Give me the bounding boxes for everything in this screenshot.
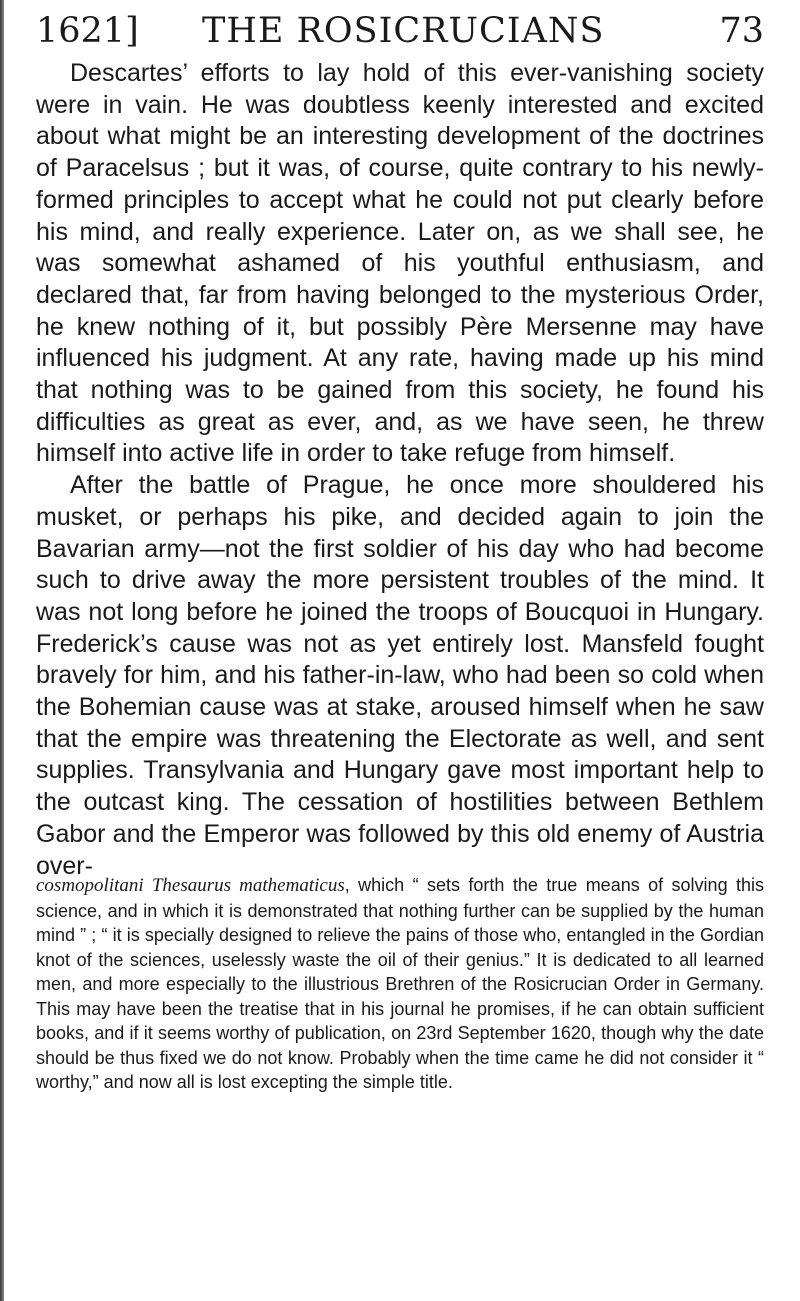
footnote-text: , which “ sets forth the true means of solving this science, and in which it is demonstrated that nothing further can be supplied by the human mind ” ; “ it is specially designed to relieve the pains of those who, entangled in the Gordian knot of the sciences, uselessly waste the oil of their genius.” It is dedicated to all learned men, and more especially to the illustrious Brethren of the Rosicrucian Order in Germany. This may have been the treatise that in his journal he promises, if he can obtain sufficient books, and if it seems worthy of publication, on 23rd September 1620, though why the date should be thus fixed we do not know. Probably when the time came he did not consider it “ worthy,” and now all is lost excepting the simple title.: [36, 875, 765, 1092]
footnote-paragraph: [36, 873, 764, 1095]
footnote-italic-title: cosmopolitani Thesaurus mathematicus: [36, 875, 345, 896]
header-title: THE ROSICRUCIANS: [202, 11, 605, 51]
paragraph: Descartes’ efforts to lay hold of this ever-vanishing society were in vain. He was doubtless keenly interested and excited about what might be an interesting development of the doctrines of Paracelsus ; but it was, of course, quite contrary to his newly-formed principles to accept what he could not put clearly before his mind, and really experience. Later on, as we shall see, he was somewhat ashamed of his youthful enthusiasm, and declared that, far from having belonged to the mysterious Order, he knew nothing of it, but possibly Père Mersenne may have influenced his judgment. At any rate, having made up his mind that nothing was to be gained from this society, he found his difficulties as great as ever, and, as we have seen, he threw himself into active life in order to take refuge from himself.: [36, 59, 764, 468]
paragraph: After the battle of Prague, he once more shouldered his musket, or perhaps his pike, and decided again to join the Bavarian army—not the first soldier of his day who had become such to drive away the more persistent troubles of the mind. It was not long before he joined the troops of Boucquoi in Hungary. Frederick’s cause was not as yet entirely lost. Mansfeld fought bravely for him, and his father-in-law, who had been so cold when the Bohemian cause was at stake, aroused himself when he saw that the empire was threatening the Electorate as well, and sent supplies. Transylvania and Hungary gave most important help to the outcast king. The cessation of hostilities between Bethlem Gabor and the Emperor was followed by this old enemy of Austria over-: [36, 471, 764, 880]
main-text: [36, 58, 764, 882]
header-year: 1621]: [36, 11, 139, 51]
page-binding-edge: [0, 0, 4, 1301]
running-header: [36, 6, 764, 56]
footnote: [36, 873, 764, 1095]
page-number: 73: [719, 11, 764, 51]
